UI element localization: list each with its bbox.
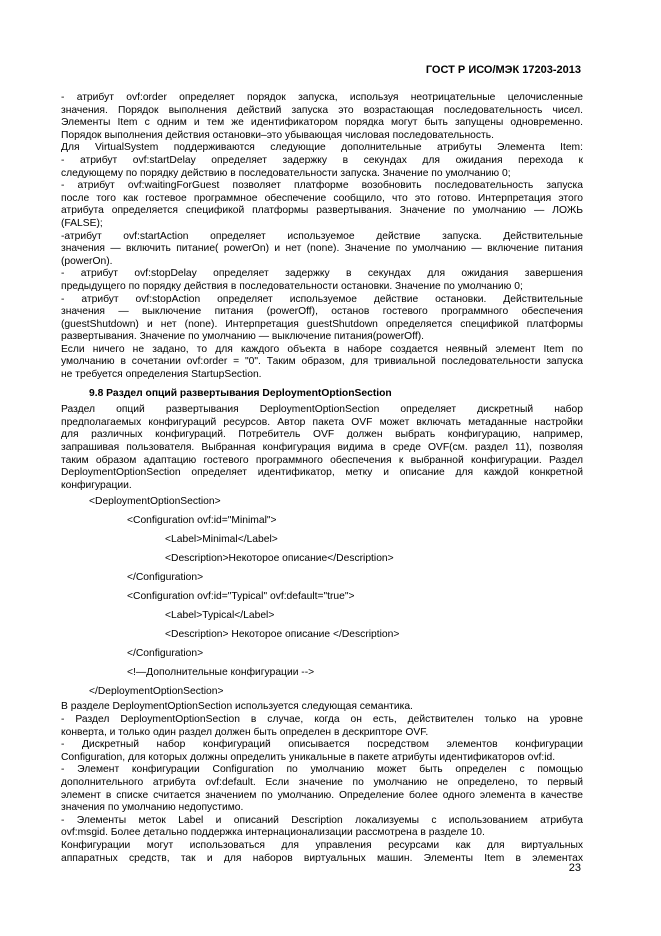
paragraph-rule-default <box>61 764 583 814</box>
paragraph-waitingforguest <box>61 180 583 230</box>
text-line: Конфигурации могут использоваться для управления ресурсами как для виртуальных <box>61 839 583 851</box>
text-line: В разделе DeploymentOptionSection используется следующая семантика. <box>61 701 413 713</box>
paragraph-order <box>61 92 583 142</box>
text-line: конверта, и только один раздел должен быть определен в дескрипторе OVF. <box>61 726 429 738</box>
code-line: <Label>Typical</Label> <box>165 610 275 622</box>
paragraph-rule-configurations <box>61 739 583 764</box>
text-line: элемент в списке считается значением по умолчанию. Определение более одного элемента в качестве <box>61 789 583 801</box>
text-line: - Раздел DeploymentOptionSection в случае, когда он есть, действителен только на уровне <box>61 714 583 725</box>
text-line: -атрибут ovf:startAction определяет используемое действие запуска. Действительные <box>61 230 583 242</box>
text-line: - атрибут ovf:stopDelay определяет задержку в секундах для ожидания завершения <box>61 268 583 280</box>
paragraph-deployment-intro <box>61 404 583 492</box>
code-line: <Label>Minimal</Label> <box>165 534 278 546</box>
text-line: не требуется определения StartupSection. <box>61 369 262 381</box>
text-line: запрашивая пользователя. Выбранная конфигурация видима в среде OVF(см. раздел 11), позволяя <box>61 442 583 454</box>
paragraph-rule-localization <box>61 815 583 840</box>
text-line: предполагаемых конфигураций ресурсов. Автор пакета OVF может включать метаданные настройки <box>61 416 583 428</box>
paragraph-default-item <box>61 344 583 382</box>
document-header: ГОСТ Р ИСО/МЭК 17203-2013 <box>425 64 581 76</box>
code-line: <Configuration ovf:id="Typical" ovf:default="true"> <box>127 591 355 603</box>
code-line: <DeploymentOptionSection> <box>89 496 221 508</box>
text-line: - атрибут ovf:waitingForGuest позволяет платформе возобновить последовательность запуска <box>61 180 583 192</box>
paragraph-stopdelay <box>61 268 583 293</box>
text-line: (FALSE); <box>61 217 103 229</box>
document-body <box>61 92 583 865</box>
text-line: - атрибут ovf:stopAction определяет используемое действие остановки. Действительные <box>61 293 583 305</box>
text-line: - Элемент конфигурации Configuration по умолчанию может быть определен с помощью <box>61 764 583 776</box>
code-line: <Description>Некоторое описание</Description> <box>165 553 394 565</box>
code-line: <Description> Некоторое описание </Description> <box>165 629 400 641</box>
code-line: </Configuration> <box>127 648 204 660</box>
text-line: DeploymentOptionSection определяет идентификатор, метку и описание для каждой конкретной <box>61 467 583 479</box>
text-line: - Элементы меток Label и описаний Description локализуемы с использованием атрибута <box>61 814 583 826</box>
text-line: - атрибут ovf:startDelay определяет задержку в секундах для ожидания перехода к <box>61 154 583 166</box>
paragraph-semantics <box>61 701 583 714</box>
text-line: атрибута определяется спецификой платформы развертывания. Значение по умолчанию — ЛОЖЬ <box>61 205 583 217</box>
text-line: предыдущего по порядку действия в последовательности остановки. Значение по умолчанию 0; <box>61 280 523 292</box>
text-line: Элементы Item с одним и тем же идентификатором порядка могут быть запущены одновременно. <box>61 117 583 129</box>
text-line: развертывания. Значение по умолчанию — выключение питания(powerOff). <box>61 331 425 343</box>
code-line: </Configuration> <box>127 572 204 584</box>
code-line: <Configuration ovf:id="Minimal"> <box>127 515 277 527</box>
text-line: аппаратных средств, так и для наборов виртуальных машин. Элементы Item в элементах <box>61 852 583 864</box>
text-line: следующему по порядку действию в последовательности запуска. Значение по умолчанию 0; <box>61 167 511 179</box>
text-line: значения. Порядок выполнения действий запуска это возрастающая последовательность чисел. <box>61 104 583 116</box>
text-line: после того как гостевое программное обеспечение сообщило, что это готово. Интерпретация этого <box>61 192 583 204</box>
text-line: Для VirtualSystem поддерживаются следующие дополнительные атрибуты Элемента Item: <box>61 142 583 154</box>
code-line: </DeploymentOptionSection> <box>89 686 224 698</box>
text-line: умолчанию в сочетании ovf:order = "0". Таким образом, для тривиальной последовательности запуска <box>61 356 583 368</box>
text-line: конфигурации. <box>61 479 132 491</box>
paragraph-configurations-usage <box>61 840 583 865</box>
text-line: дополнительного атрибута ovf:default. Если значение по умолчанию не определено, то первый <box>61 776 583 788</box>
text-line: - Дискретный набор конфигураций описывается посредством элементов конфигурации <box>61 739 583 751</box>
text-line: (powerOn). <box>61 255 113 267</box>
text-line: для различных конфигураций. Потребитель OVF должен выбрать конфигурацию, например, <box>61 429 583 441</box>
section-heading: 9.8 Раздел опций развертывания DeploymentOptionSection <box>89 387 392 399</box>
code-example <box>61 492 583 701</box>
text-line: Configuration, для которых должны определить уникальные в пакете атрибуты идентификаторов ovf:id. <box>61 751 556 763</box>
paragraph-virtualsystem <box>61 142 583 180</box>
text-line: Порядок выполнения действия остановки–это убывающая числовая последовательность. <box>61 129 494 141</box>
text-line: ovf:msgid. Более детально поддержка интернационализации рассмотрена в разделе 10. <box>61 827 485 839</box>
text-line: Раздел опций развертывания DeploymentOptionSection определяет дискретный набор <box>61 404 583 416</box>
code-line: <!—Дополнительные конфигурации --> <box>127 667 315 679</box>
text-line: таким образом адаптацию гостевого программного обеспечения к выбранной конфигурации. Раздел <box>61 454 583 466</box>
text-line: (guestShutdown) и нет (none). Интерпретация guestShutdown определяется спецификой платформы <box>61 318 583 330</box>
text-line: значения по умолчанию недопустимо. <box>61 802 244 814</box>
page-number: 23 <box>568 862 581 874</box>
text-line: значения — выключение питания (powerOff), останов гостевого программного обеспечения <box>61 306 583 318</box>
text-line: - атрибут ovf:order определяет порядок запуска, используя неотрицательные целочисленные <box>61 92 583 103</box>
paragraph-startaction <box>61 231 583 269</box>
text-line: Если ничего не задано, то для каждого объекта в наборе создается неявный элемент Item по <box>61 343 583 355</box>
paragraph-stopaction <box>61 294 583 344</box>
paragraph-rule-envelope <box>61 714 583 739</box>
text-line: значения — включить питание( powerOn) и нет (none). Значение по умолчанию — включение питания <box>61 243 583 255</box>
